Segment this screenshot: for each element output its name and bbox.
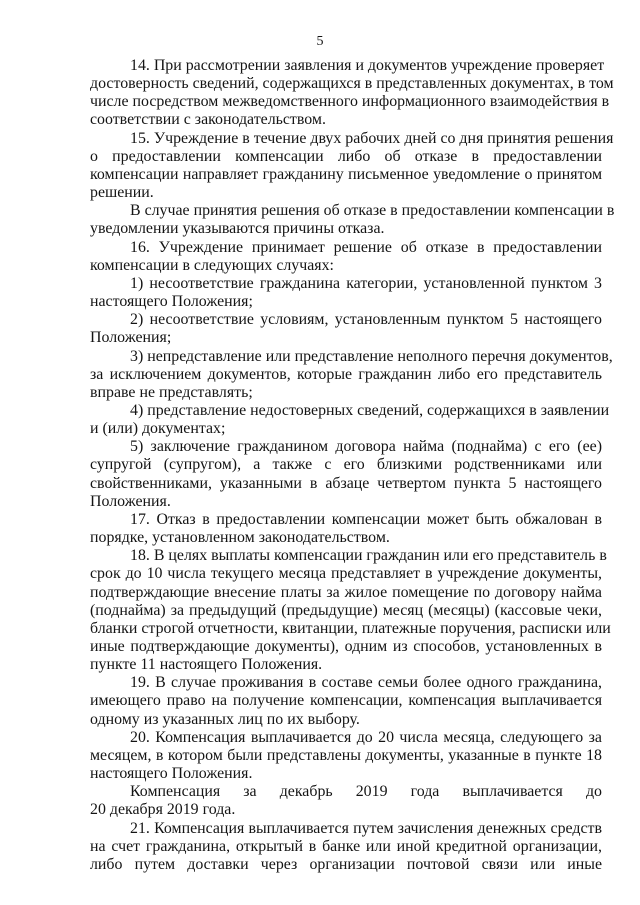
text-line: пункте 11 настоящего Положения. [90, 656, 323, 674]
text-line: 15. Учреждение в течение двух рабочих дней со дня принятия решения [130, 129, 614, 147]
text-line: Компенсация за декабрь 2019 года выплачивается до [130, 783, 602, 801]
paragraph [90, 729, 602, 783]
paragraph [90, 311, 602, 347]
text-line: подтверждающие внесение платы за жилое помещение по договору найма [90, 583, 602, 601]
paragraph [90, 547, 611, 674]
text-line: и (или) документах; [90, 420, 226, 438]
text-line: компенсации направляет гражданину письменное уведомление о принятом [90, 165, 602, 183]
text-line: на счет гражданина, открытый в банке или иной кредитной организации, [90, 837, 602, 855]
text-line: 16. Учреждение принимает решение об отказе в предоставлении [130, 238, 602, 256]
text-line: 19. В случае проживания в составе семьи более одного гражданина, [130, 674, 602, 692]
text-line: Положения; [90, 329, 172, 347]
text-line: свойственниками, указанными в абзаце четвертом пункта 5 настоящего [90, 474, 602, 492]
text-line: компенсации в следующих случаях: [90, 256, 334, 274]
text-line: месяцем, в котором были представлены документы, указанные в пункте 18 [90, 746, 602, 764]
text-line: 4) представление недостоверных сведений, содержащихся в заявлении [130, 401, 610, 419]
text-line: настоящего Положения; [90, 293, 253, 311]
text-line: порядке, установленном законодательством. [90, 529, 390, 547]
text-line: уведомлении указываются причины отказа. [90, 220, 385, 238]
text-line: о предоставлении компенсации либо об отказе в предоставлении [90, 147, 602, 165]
text-line: решении. [90, 184, 154, 202]
text-line: (поднайма) за предыдущий (предыдущие) месяц (месяцы) (кассовые чеки, [90, 601, 602, 619]
text-line: либо путем доставки через организации почтовой связи или иные [90, 855, 602, 873]
text-line: 17. Отказ в предоставлении компенсации может быть обжалован в [130, 510, 602, 528]
text-line: одному из указанных лиц по их выбору. [90, 710, 360, 728]
paragraph [90, 347, 613, 402]
text-line: срок до 10 числа текущего месяца представляет в учреждение документы, [90, 565, 602, 583]
paragraph [90, 239, 602, 275]
paragraph [90, 57, 614, 130]
text-line: 2) несоответствие условиям, установленным пунктом 5 настоящего [130, 311, 602, 329]
text-line: за исключением документов, которые гражданин либо его представитель [90, 365, 602, 383]
paragraph [90, 401, 610, 438]
text-line: 21. Компенсация выплачивается путем зачисления денежных средств [130, 819, 602, 837]
paragraph [90, 674, 602, 728]
paragraph [90, 820, 602, 874]
text-line: настоящего Положения. [90, 765, 253, 783]
paragraph [90, 129, 614, 203]
paragraph [90, 511, 602, 547]
text-line: В случае принятия решения об отказе в предоставлении компенсации в [130, 202, 615, 220]
paragraph [90, 783, 602, 819]
text-line: 14. При рассмотрении заявления и документов учреждение проверяет [130, 57, 605, 74]
paragraph [90, 438, 602, 511]
text-line: 3) непредставление или представление неполного перечня документов, [130, 347, 613, 365]
paragraph [90, 275, 602, 311]
text-line: соответствии с законодательством. [90, 111, 326, 129]
text-line: 18. В целях выплаты компенсации гражданин или его представитель в [130, 547, 607, 565]
text-line: супругой (супругом), а также с его близкими родственниками или [90, 456, 602, 474]
text-line: имеющего право на получение компенсации, компенсация выплачивается [90, 692, 602, 710]
text-line: 5) заключение гражданином договора найма (поднайма) с его (ее) [130, 438, 602, 456]
text-line: 1) несоответствие гражданина категории, установленной пунктом 3 [130, 274, 602, 292]
text-line: 20. Компенсация выплачивается до 20 числа месяца, следующего за [130, 728, 602, 746]
page-number: 5 [316, 34, 324, 49]
text-line: бланки строгой отчетности, квитанции, платежные поручения, расписки или [90, 619, 611, 637]
document-body [90, 57, 615, 874]
text-line: иные подтверждающие документы), одним из способов, установленных в [90, 638, 602, 655]
text-line: вправе не представлять; [90, 383, 253, 401]
text-line: 20 декабря 2019 года. [90, 801, 236, 819]
text-line: числе посредством межведомственного информационного взаимодействия в [90, 93, 610, 111]
text-line: достоверность сведений, содержащихся в представленных документах, в том [90, 75, 614, 93]
paragraph [90, 202, 615, 238]
text-line: Положения. [90, 492, 171, 510]
